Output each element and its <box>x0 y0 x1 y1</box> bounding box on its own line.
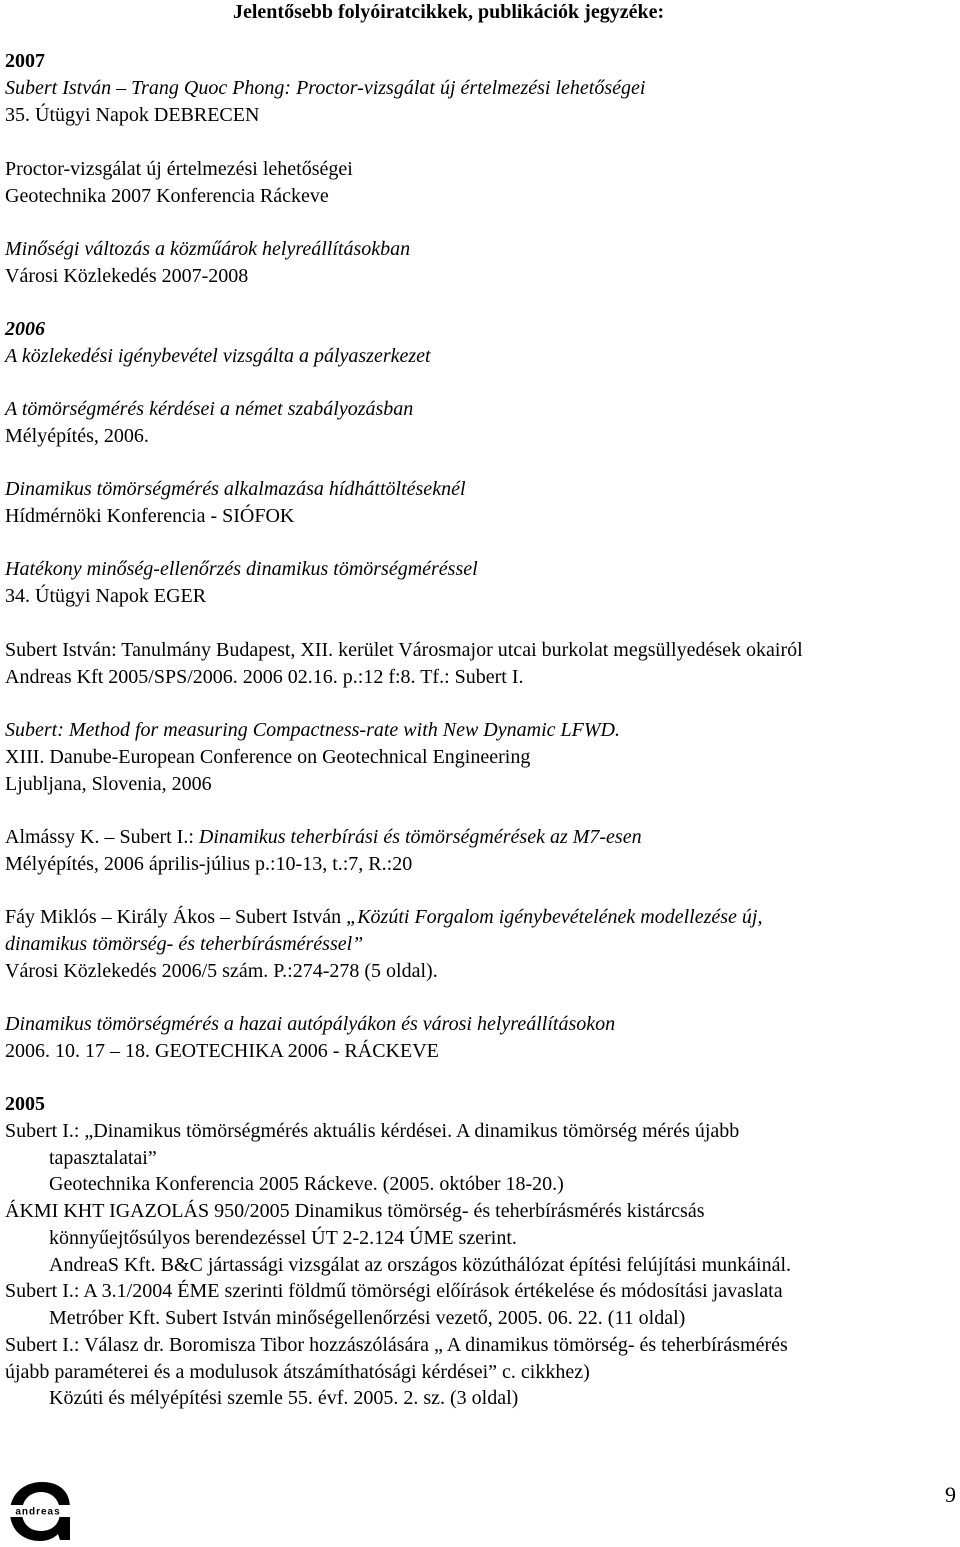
year-heading-2005: 2005 <box>5 1093 45 1115</box>
pub-2006-5-venue: Andreas Kft 2005/SPS/2006. 2006 02.16. p.:12 f:8. Tf.: Subert I. <box>5 666 524 688</box>
pub-2005-1-title-cont: tapasztalatai” <box>49 1147 157 1169</box>
pub-2005-2-title: ÁKMI KHT IGAZOLÁS 950/2005 Dinamikus tömörség- és teherbírásmérés kistárcsás <box>5 1200 705 1222</box>
pub-2005-1-title: Subert I.: „Dinamikus tömörségmérés aktuális kérdései. A dinamikus tömörség mérés újabb <box>5 1120 740 1142</box>
pub-2007-2-title: Proctor-vizsgálat új értelmezési lehetőségei <box>5 158 353 180</box>
page-number: 9 <box>945 1482 956 1507</box>
pub-2005-4-title: Subert I.: A 3.1/2004 ÉME szerinti földmű tömörségi előírások értékelése és módosítási javaslata <box>5 1280 783 1302</box>
year-heading-2007: 2007 <box>5 50 45 72</box>
pub-2005-1-venue: Geotechnika Konferencia 2005 Ráckeve. (2005. október 18-20.) <box>49 1173 564 1195</box>
pub-2007-2-venue: Geotechnika 2007 Konferencia Ráckeve <box>5 185 329 207</box>
pub-2006-8-title-cont: dinamikus tömörség- és teherbírásméréssel” <box>5 933 364 955</box>
pub-2005-5-venue: Közúti és mélyépítési szemle 55. évf. 2005. 2. sz. (3 oldal) <box>49 1387 519 1409</box>
pub-2005-2-title-cont: könnyűejtősúlyos berendezéssel ÚT 2-2.124 ÚME szerint. <box>49 1227 517 1249</box>
pub-2006-7-authors: Almássy K. – Subert I.: <box>5 826 199 848</box>
pub-2006-9-title: Dinamikus tömörségmérés a hazai autópályákon és városi helyreállításokon <box>5 1013 616 1035</box>
pub-2006-4-venue: 34. Útügyi Napok EGER <box>5 585 207 607</box>
pub-2006-3-title: Dinamikus tömörségmérés alkalmazása hídháttöltéseknél <box>5 478 466 500</box>
pub-2007-3-venue: Városi Közlekedés 2007-2008 <box>5 265 249 287</box>
andreas-logo <box>4 1478 74 1544</box>
pub-2006-2-venue: Mélyépítés, 2006. <box>5 425 149 447</box>
pub-2007-1-title: Subert István – Trang Quoc Phong: Proctor-vizsgálat új értelmezési lehetőségei <box>5 77 646 99</box>
pub-2006-6-venue: XIII. Danube-European Conference on Geotechnical Engineering <box>5 746 531 768</box>
pub-2006-1-title: A közlekedési igénybevétel vizsgálta a pályaszerkezet <box>5 345 431 367</box>
year-heading-2006: 2006 <box>5 318 45 340</box>
pub-2006-3-venue: Hídmérnöki Konferencia - SIÓFOK <box>5 505 295 527</box>
pub-2007-3-title: Minőségi változás a közműárok helyreállításokban <box>5 238 411 260</box>
pub-2006-8-title: „Közúti Forgalom igénybevételének modellezése új, <box>346 906 763 928</box>
pub-2006-4-title: Hatékony minőség-ellenőrzés dinamikus tömörségméréssel <box>5 558 478 580</box>
pub-2006-8-authors: Fáy Miklós – Király Ákos – Subert István <box>5 906 347 928</box>
pub-2006-7-title: Dinamikus teherbírási és tömörségmérések az M7-esen <box>198 826 642 848</box>
pub-2005-4-venue: Metróber Kft. Subert István minőségellenőrzési vezető, 2005. 06. 22. (11 oldal) <box>49 1307 686 1329</box>
pub-2005-5-title: Subert I.: Válasz dr. Boromisza Tibor hozzászólására „ A dinamikus tömörség- és teherbírásmérés <box>5 1334 788 1356</box>
pub-2006-7-venue: Mélyépítés, 2006 április-július p.:10-13, t.:7, R.:20 <box>5 853 413 875</box>
pub-2006-8-venue: Városi Közlekedés 2006/5 szám. P.:274-278 (5 oldal). <box>5 960 438 982</box>
pub-2005-5-title-cont: újabb paraméterei és a modulusok átszámíthatósági kérdései” c. cikkhez) <box>5 1361 590 1383</box>
page-title: Jelentősebb folyóiratcikkek, publikációk jegyzéke: <box>233 1 665 23</box>
pub-2006-6-location: Ljubljana, Slovenia, 2006 <box>5 773 212 795</box>
pub-2006-6-title: Subert: Method for measuring Compactness-rate with New Dynamic LFWD. <box>5 719 620 741</box>
pub-2007-1-venue: 35. Útügyi Napok DEBRECEN <box>5 104 260 126</box>
pub-2006-8-title-line <box>5 905 762 929</box>
pub-2006-9-venue: 2006. 10. 17 – 18. GEOTECHIKA 2006 - RÁCKEVE <box>5 1040 439 1062</box>
pub-2006-7-title-line <box>5 825 642 849</box>
pub-2005-3-title: AndreaS Kft. B&C jártassági vizsgálat az országos közúthálózat építési felújítási munkáinál. <box>49 1254 792 1276</box>
pub-2006-2-title: A tömörségmérés kérdései a német szabályozásban <box>5 398 414 420</box>
pub-2006-5-title: Subert István: Tanulmány Budapest, XII. kerület Városmajor utcai burkolat megsüllyedések okairól <box>5 639 803 661</box>
logo-wordmark: andreas <box>15 1506 61 1518</box>
